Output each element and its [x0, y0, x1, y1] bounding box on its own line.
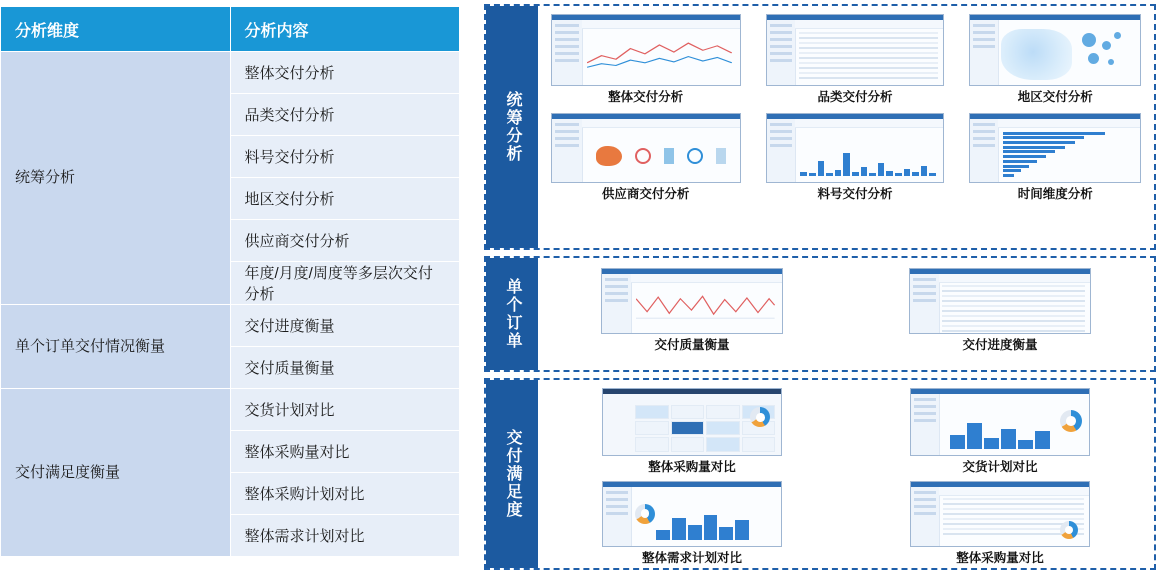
analysis-matrix-table — [0, 6, 460, 557]
content-cell: 整体采购量对比 — [230, 431, 460, 473]
thumb-caption: 供应商交付分析 — [601, 187, 690, 201]
thumb-item[interactable] — [602, 481, 782, 566]
content-cell: 料号交付分析 — [230, 136, 460, 178]
thumb-item[interactable] — [910, 481, 1090, 566]
band-body-overall-analysis — [538, 6, 1154, 248]
thumb-row — [538, 481, 1154, 566]
thumb-caption: 整体需求计划对比 — [641, 551, 742, 565]
content-cell: 整体需求计划对比 — [230, 515, 460, 557]
thumb-caption: 地区交付分析 — [1017, 90, 1093, 104]
band-single-order — [484, 256, 1156, 372]
band-delivery-satisfaction — [484, 378, 1156, 570]
table-row — [1, 305, 460, 347]
thumbnail-delivery-plan-comparison[interactable] — [910, 388, 1090, 456]
content-cell: 品类交付分析 — [230, 94, 460, 136]
thumb-item[interactable] — [969, 14, 1141, 105]
thumbnail-category-delivery-analysis[interactable] — [766, 14, 944, 86]
thumb-item[interactable] — [602, 388, 782, 475]
thumb-item[interactable] — [909, 268, 1091, 353]
thumb-item[interactable] — [551, 113, 741, 202]
content-cell: 整体交付分析 — [230, 52, 460, 94]
thumb-caption: 品类交付分析 — [817, 90, 893, 104]
band-body-single-order — [538, 258, 1154, 370]
thumb-item[interactable] — [969, 113, 1141, 202]
analysis-matrix-panel — [0, 6, 462, 568]
thumb-caption: 交付进度衡量 — [962, 338, 1038, 352]
thumb-item[interactable] — [601, 268, 783, 353]
dimension-cell-single-order: 单个订单交付情况衡量 — [1, 305, 231, 389]
thumb-row — [538, 388, 1154, 475]
thumb-caption: 时间维度分析 — [1017, 187, 1093, 201]
thumbnail-total-purchase-comparison-a[interactable] — [602, 388, 782, 456]
thumb-item[interactable] — [766, 113, 944, 202]
thumbnail-overall-delivery-analysis[interactable] — [551, 14, 741, 86]
content-cell: 交货计划对比 — [230, 389, 460, 431]
band-overall-analysis — [484, 4, 1156, 250]
column-header-content: 分析内容 — [230, 7, 460, 52]
column-header-dimension: 分析维度 — [1, 7, 231, 52]
thumb-row — [538, 14, 1154, 105]
content-cell: 交付质量衡量 — [230, 347, 460, 389]
band-body-delivery-satisfaction — [538, 380, 1154, 568]
thumb-caption: 交货计划对比 — [962, 460, 1038, 474]
band-label-delivery-satisfaction: 交付满足度 — [486, 380, 538, 568]
thumb-row — [538, 268, 1154, 353]
thumbnail-delivery-quality-measure[interactable] — [601, 268, 783, 334]
thumb-caption: 整体交付分析 — [608, 90, 684, 104]
thumb-caption: 整体采购量对比 — [648, 460, 736, 474]
thumb-caption: 整体采购量对比 — [956, 551, 1044, 565]
thumb-item[interactable] — [551, 14, 741, 105]
content-cell: 供应商交付分析 — [230, 220, 460, 262]
thumb-item[interactable] — [910, 388, 1090, 475]
dimension-cell-satisfaction: 交付满足度衡量 — [1, 389, 231, 557]
band-label-single-order: 单个订单 — [486, 258, 538, 370]
content-cell: 年度/月度/周度等多层次交付分析 — [230, 262, 460, 305]
table-row — [1, 389, 460, 431]
thumb-row — [538, 113, 1154, 202]
thumb-caption: 料号交付分析 — [817, 187, 893, 201]
content-cell: 交付进度衡量 — [230, 305, 460, 347]
content-cell: 地区交付分析 — [230, 178, 460, 220]
dimension-cell-overall-analysis: 统筹分析 — [1, 52, 231, 305]
thumbnail-region-delivery-analysis[interactable] — [969, 14, 1141, 86]
thumbnail-time-dimension-analysis[interactable] — [969, 113, 1141, 183]
content-cell: 整体采购计划对比 — [230, 473, 460, 515]
thumb-caption: 交付质量衡量 — [654, 338, 730, 352]
thumbnail-delivery-progress-measure[interactable] — [909, 268, 1091, 334]
screenshot-gallery-panel — [484, 4, 1158, 570]
thumbnail-supplier-delivery-analysis[interactable] — [551, 113, 741, 183]
thumbnail-part-number-delivery-analysis[interactable] — [766, 113, 944, 183]
table-row — [1, 52, 460, 94]
thumbnail-total-purchase-comparison-b[interactable] — [910, 481, 1090, 547]
china-map-graphic — [1001, 29, 1072, 80]
table-header-row — [1, 7, 460, 52]
thumbnail-demand-plan-comparison[interactable] — [602, 481, 782, 547]
band-label-overall-analysis: 统筹分析 — [486, 6, 538, 248]
bubble-chart-graphic — [1076, 29, 1134, 80]
thumb-item[interactable] — [766, 14, 944, 105]
